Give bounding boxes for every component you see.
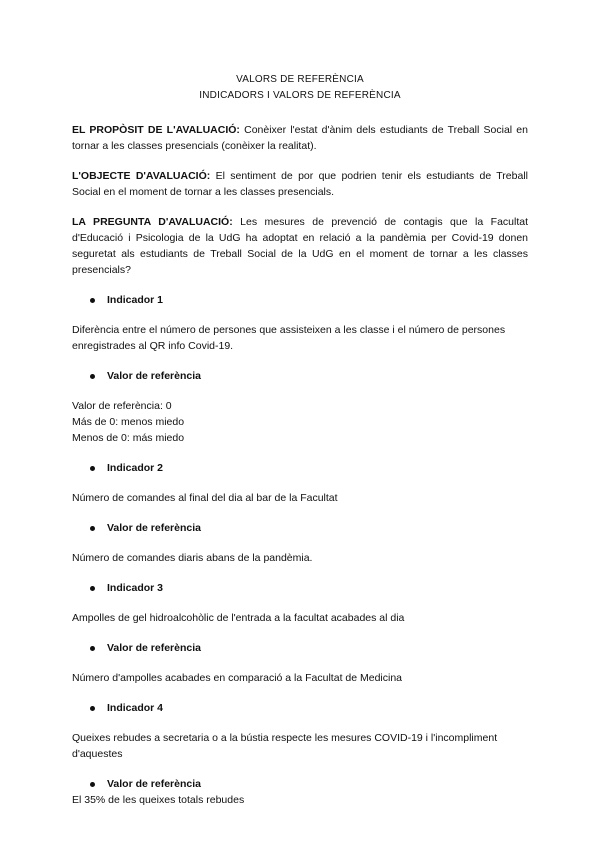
indicator-1-ref-line-3: Menos de 0: más miedo — [72, 432, 185, 444]
bullet-icon — [90, 646, 95, 651]
indicator-1-ref-line-1: Valor de referència: 0 — [72, 400, 172, 412]
indicator-2-ref-heading-text: Valor de referència — [107, 522, 201, 534]
indicator-2-heading-text: Indicador 2 — [107, 462, 164, 474]
question-paragraph — [72, 214, 528, 278]
object-text: El sentiment de por que podrien tenir els estudiants de Treball Social en el moment de tornar a les classes presencials. — [72, 170, 528, 198]
indicator-3-heading-text: Indicador 3 — [107, 582, 164, 594]
indicator-1-ref-line-2: Más de 0: menos miedo — [72, 416, 185, 428]
bullet-icon — [90, 374, 95, 379]
indicator-3-description: Ampolles de gel hidroalcohòlic de l'entrada a la facultat acabades al dia — [72, 612, 405, 624]
bullet-icon — [90, 586, 95, 591]
bullet-icon — [90, 706, 95, 711]
indicator-2-description: Número de comandes al final del dia al bar de la Facultat — [72, 492, 338, 504]
indicator-4-description: Queixes rebudes a secretaria o a la bústia respecte les mesures COVID-19 i l'incompliment d'aquestes — [72, 732, 498, 760]
indicator-1-ref-heading — [72, 368, 528, 384]
object-label: L'OBJECTE D'AVALUACIÓ: — [72, 170, 211, 182]
indicator-3-ref-line-1: Número d'ampolles acabades en comparació a la Facultat de Medicina — [72, 672, 403, 684]
indicator-3-ref-heading-text: Valor de referència — [107, 642, 201, 654]
purpose-paragraph — [72, 122, 528, 154]
document-page — [72, 72, 528, 808]
indicator-4-heading — [72, 700, 528, 716]
indicator-4-ref-line-1: El 35% de les queixes totals rebudes — [72, 794, 245, 806]
document-subtitle: INDICADORS I VALORS DE REFERÈNCIA — [199, 90, 401, 101]
indicator-1-heading-text: Indicador 1 — [107, 294, 164, 306]
indicator-3-heading — [72, 580, 528, 596]
indicator-3-ref-heading — [72, 640, 528, 656]
bullet-icon — [90, 526, 95, 531]
object-paragraph — [72, 168, 528, 200]
bullet-icon — [90, 466, 95, 471]
purpose-text: Conèixer l'estat d'ànim dels estudiants de Treball Social en tornar a les classes presencials (conèixer la realitat). — [72, 124, 528, 152]
purpose-label: EL PROPÒSIT DE L'AVALUACIÓ: — [72, 124, 240, 136]
bullet-icon — [90, 782, 95, 787]
indicator-1-ref-heading-text: Valor de referència — [107, 370, 201, 382]
bullet-icon — [90, 298, 95, 303]
document-title: VALORS DE REFERÈNCIA — [236, 74, 364, 85]
indicator-1-description: Diferència entre el número de persones que assisteixen a les classe i el número de persones enregistrades al QR info Covid-19. — [72, 324, 506, 352]
indicator-1-heading — [72, 292, 528, 308]
indicator-4-heading-text: Indicador 4 — [107, 702, 164, 714]
indicator-2-ref-heading — [72, 520, 528, 536]
indicator-4-ref-heading — [72, 776, 528, 792]
question-text: Les mesures de prevenció de contagis que la Facultat d'Educació i Psicologia de la UdG ha adoptat en relació a la pandèmia per Covid-19 donen seguretat als estudiants de Treball Social de la UdG en el moment de tornar a les classes presencials? — [72, 216, 529, 276]
indicator-4-ref-heading-text: Valor de referència — [107, 778, 201, 790]
indicator-2-heading — [72, 460, 528, 476]
question-label: LA PREGUNTA D'AVALUACIÓ: — [72, 216, 233, 228]
indicator-2-ref-line-1: Número de comandes diaris abans de la pandèmia. — [72, 552, 313, 564]
